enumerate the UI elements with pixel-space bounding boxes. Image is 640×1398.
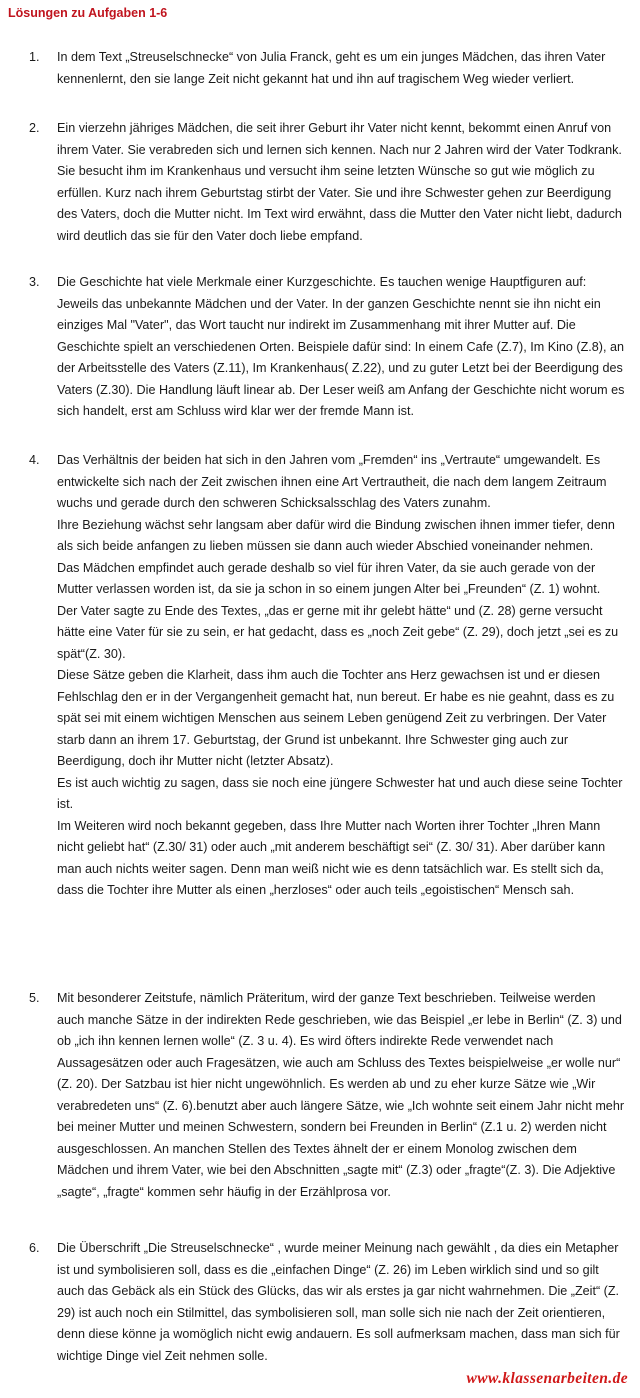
answer-paragraph: Mit besonderer Zeitstufe, nämlich Präteritum, wird der ganze Text beschrieben. Teilweise werden auch manche Sätze in der indirekten Rede geschrieben, wie das Beispiel „er lebe in Berlin“ (Z. 3) und ob „ich ihn kennen lernen wolle“ (Z. 3 u. 4). Es wird öfters indirekte Rede verwendet nach Aussagesätzen oder auch Fragesätzen, wie auch am Schluss des Textes beispielweise „er wolle nur“ (Z. 20). Der Satzbau ist hier nicht ungewöhnlich. Es werden ab und zu eher kurze Sätze wie „Wir verabredeten uns“ (Z. 6).benutzt aber auch längere Sätze, wie „Ich wohnte seit einem Jahr nicht mehr bei meiner Mutter und meinen Schwestern, sondern bei Freunden in Berlin“ (Z.1 u. 2) werden nicht ausgeschlossen. An manchen Stellen des Textes ähnelt der er einem Monolog zwischen dem Mädchen und ihrem Vater, wie bei den Abschnitten „sagte mit“ (Z.3) oder „fragte“(Z. 3). Die Adjektive „sagte“, „fragte“ kommen sehr häufig in der Erzählprosa vor. — [57, 991, 625, 1199]
answer-5 — [29, 988, 626, 1203]
answer-6 — [29, 1238, 626, 1367]
answer-paragraph: Ein vierzehn jähriges Mädchen, die seit ihrer Geburt ihr Vater nicht kennt, bekommt einen Anruf von ihrem Vater. Sie verabreden sich und lernen sich kennen. Nach nur 2 Jahren wird der Vater Todkrank. Sie besucht ihm im Krankenhaus und versucht ihm seine letzten Wünsche so gut wie möglich zu erfüllen. Kurz nach ihrem Geburtstag stirbt der Vater. Sie und ihre Schwester gehen zur Beerdigung des Vaters, doch die Mutter nicht. Im Text wird erwähnt, dass die Mutter den Vater nicht liebt, dadurch wird deutlich das sie für den Vater doch liebe empfand. — [57, 121, 622, 243]
brand-watermark: www.klassenarbeiten.de — [466, 1370, 628, 1387]
answer-4 — [29, 450, 626, 902]
answer-number: 6. — [29, 1241, 40, 1255]
page-title: Lösungen zu Aufgaben 1-6 — [8, 6, 168, 20]
answer-1 — [29, 47, 626, 90]
answer-number: 1. — [29, 50, 40, 64]
answer-paragraph: Das Mädchen empfindet auch gerade deshalb so viel für ihren Vater, da sie auch gerade von der Mutter verlassen worden ist, da sie ja schon in so einem jungen Alter bei „Freunden“ (Z. 1) wohnt. — [57, 560, 601, 596]
answer-paragraph: Ihre Beziehung wächst sehr langsam aber dafür wird die Bindung zwischen ihnen immer tiefer, denn als sich beide anfangen zu lieben müssen sie dann auch wieder Abschied voneinander nehmen. — [57, 517, 615, 553]
answer-paragraph: Die Überschrift „Die Streuselschnecke“ , wurde meiner Meinung nach gewählt , da dies ein Metapher ist und symbolisieren soll, dass es die „einfachen Dinge“ (Z. 26) im Leben wirklich sind und so gilt auch das Gebäck als ein Stück des Glücks, das wir als erstes ja gar nicht wahrnehmen. Die „Zeit“ (Z. 29) ist auch noch ein Stilmittel, das symbolisieren soll, man solle sich nie nach der Zeit orientieren, denn diese könne ja womöglich nicht ewig andauern. Es soll aufmerksam machen, dass man sich für wichtige Dinge viel Zeit nehmen solle. — [57, 1241, 620, 1363]
answer-number: 4. — [29, 453, 40, 467]
answer-paragraph: In dem Text „Streuselschnecke“ von Julia Franck, geht es um ein junges Mädchen, das ihren Vater kennenlernt, den sie lange Zeit nicht gekannt hat und ihn auf tragischem Weg wieder verliert. — [57, 50, 606, 86]
answer-number: 5. — [29, 991, 40, 1005]
answer-number: 3. — [29, 275, 40, 289]
answer-paragraph: Im Weiteren wird noch bekannt gegeben, dass Ihre Mutter nach Worten ihrer Tochter „Ihren Mann nicht geliebt hat“ (Z.30/ 31) oder auch „mit anderem beschäftigt sei“ (Z. 30/ 31). Aber darüber kann man auch nichts weiter sagen. Denn man weiß nicht wie es denn tatsächlich war. Es stellt sich da, dass die Tochter ihre Mutter als einen „herzloses“ oder auch teils „egoistischen“ Mensch sah. — [57, 818, 606, 897]
answer-paragraph: Das Verhältnis der beiden hat sich in den Jahren vom „Fremden“ ins „Vertraute“ umgewandelt. Es entwickelte sich nach der Zeit zwischen ihnen eine Art Vertrautheit, die nach dem langem Zeitraum wuchs und gerade durch den schweren Schicksalsschlag des Vaters zunahm. — [57, 453, 607, 510]
answer-3 — [29, 272, 626, 423]
answer-number: 2. — [29, 121, 40, 135]
answer-paragraph: Der Vater sagte zu Ende des Textes, „das er gerne mit ihr gelebt hätte“ und (Z. 28) gerne versucht hätte eine Vater für sie zu sein, er hat gedacht, dass es „noch Zeit gebe“ (Z. 29), doch jetzt „sei es zu spät“(Z. 30). — [57, 603, 619, 661]
answer-paragraph: Diese Sätze geben die Klarheit, dass ihm auch die Tochter ans Herz gewachsen ist und er diesen Fehlschlag den er in der Vergangenheit gemacht hat, nun bereut. Er habe es nie geahnt, dass es zu spät sei mit einem wichtigen Menschen aus seinem Leben genügend Zeit zu verbringen. Der Vater starb dann an ihrem 17. Geburtstag, der Grund ist unbekannt. Ihre Schwester ging auch zur Beerdigung, doch ihr Mutter nicht (letzter Absatz). — [57, 668, 615, 768]
answer-paragraph: Die Geschichte hat viele Merkmale einer Kurzgeschichte. Es tauchen wenige Hauptfiguren auf: Jeweils das unbekannte Mädchen und der Vater. In der ganzen Geschichte nennt sie ihn nicht ein einziges Mal "Vater", das Wort taucht nur indirekt im Zusammenhang mit ihrer Mutter auf. Die Geschichte spielt an verschiedenen Orten. Beispiele dafür sind: In einem Cafe (Z.7), Im Kino (Z.8), an der Arbeitsstelle des Vaters (Z.11), Im Krankenhaus( Z.22), und zu guter Letzt bei der Beerdigung des Vaters (Z.30). Die Handlung läuft linear ab. Der Leser weiß am Anfang der Geschichte nicht worum es sich handelt, erst am Schluss wird klar wer der fremde Mann ist. — [57, 275, 625, 418]
answer-2 — [29, 118, 626, 247]
answer-paragraph: Es ist auch wichtig zu sagen, dass sie noch eine jüngere Schwester hat und auch diese seine Tochter ist. — [57, 775, 623, 811]
